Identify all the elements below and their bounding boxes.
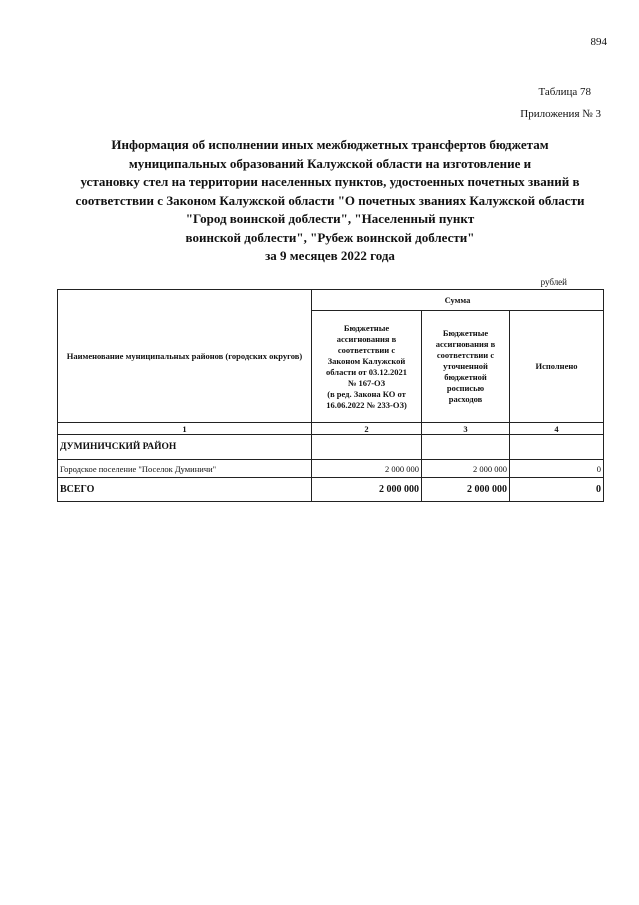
header-executed-cell [510, 311, 604, 423]
title-line: "Город воинской доблести", "Населенный пункт [185, 211, 475, 226]
table-label: Таблица 78 [538, 86, 591, 98]
title-line: воинской доблести", "Рубеж воинской доблести" [185, 229, 475, 245]
header-refined-line: ассигнования в [435, 339, 496, 349]
header-sum-cell [312, 290, 604, 311]
total-executed-value: 0 [510, 478, 604, 502]
row-name: Городское поселение "Поселок Думиничи" [58, 460, 312, 478]
page-number: 894 [590, 36, 607, 48]
row-executed-value: 0 [510, 460, 604, 478]
header-law-cell [312, 311, 422, 423]
header-name-cell [58, 290, 312, 423]
appendix-label: Приложения № 3 [520, 108, 601, 120]
header-refined-cell [422, 311, 510, 423]
empty-cell [312, 435, 422, 460]
header-refined-line: соответствии с [436, 350, 495, 360]
header-law-line: 16.06.2022 № 233-ОЗ) [326, 399, 407, 410]
header-refined-line: расходов [448, 394, 483, 404]
title-line: за 9 месяцев 2022 года [265, 248, 395, 263]
header-executed-text: Исполнено [535, 361, 578, 371]
document-title [40, 136, 620, 266]
empty-cell [422, 435, 510, 460]
total-refined-value: 2 000 000 [422, 478, 510, 502]
empty-cell [510, 435, 604, 460]
title-line: установку стел на территории населенных пунктов, удостоенных почетных званий в [80, 174, 580, 189]
total-label: ВСЕГО [58, 478, 312, 502]
title-line: соответствии с Законом Калужской области "О почетных званиях Калужской области [75, 192, 585, 208]
column-number: 3 [422, 423, 510, 435]
header-refined-line: Бюджетные [442, 328, 489, 338]
title-line: муниципальных образований Калужской области на изготовление и [128, 155, 532, 171]
row-refined-value: 2 000 000 [422, 460, 510, 478]
total-law-value: 2 000 000 [312, 478, 422, 502]
title-line: Информация об исполнении иных межбюджетных трансфертов бюджетам [111, 137, 549, 152]
column-number: 1 [58, 423, 312, 435]
header-sum-text: Сумма [444, 294, 471, 305]
header-law-line: ассигнования в [336, 333, 397, 344]
header-law-line: № 167-ОЗ [347, 377, 386, 388]
header-refined-line: уточненной [443, 361, 488, 371]
header-name-text: Наименование муниципальных районов (городских округов) [66, 350, 303, 361]
row-law-value: 2 000 000 [312, 460, 422, 478]
district-name: ДУМИНИЧСКИЙ РАЙОН [58, 435, 312, 460]
table-row [58, 460, 604, 478]
transfers-table [57, 289, 604, 502]
header-law-line: (в ред. Закона КО от [327, 388, 406, 399]
header-law-line: Бюджетные [343, 322, 390, 333]
header-refined-line: бюджетной [444, 372, 487, 382]
column-number: 4 [510, 423, 604, 435]
units-label: рублей [540, 277, 567, 287]
header-law-line: Законом Калужской [327, 355, 406, 366]
total-row [58, 478, 604, 502]
header-law-line: соответствии с [337, 344, 396, 355]
header-law-line: области от 03.12.2021 [326, 366, 407, 377]
column-number: 2 [312, 423, 422, 435]
header-refined-line: росписью [446, 383, 485, 393]
